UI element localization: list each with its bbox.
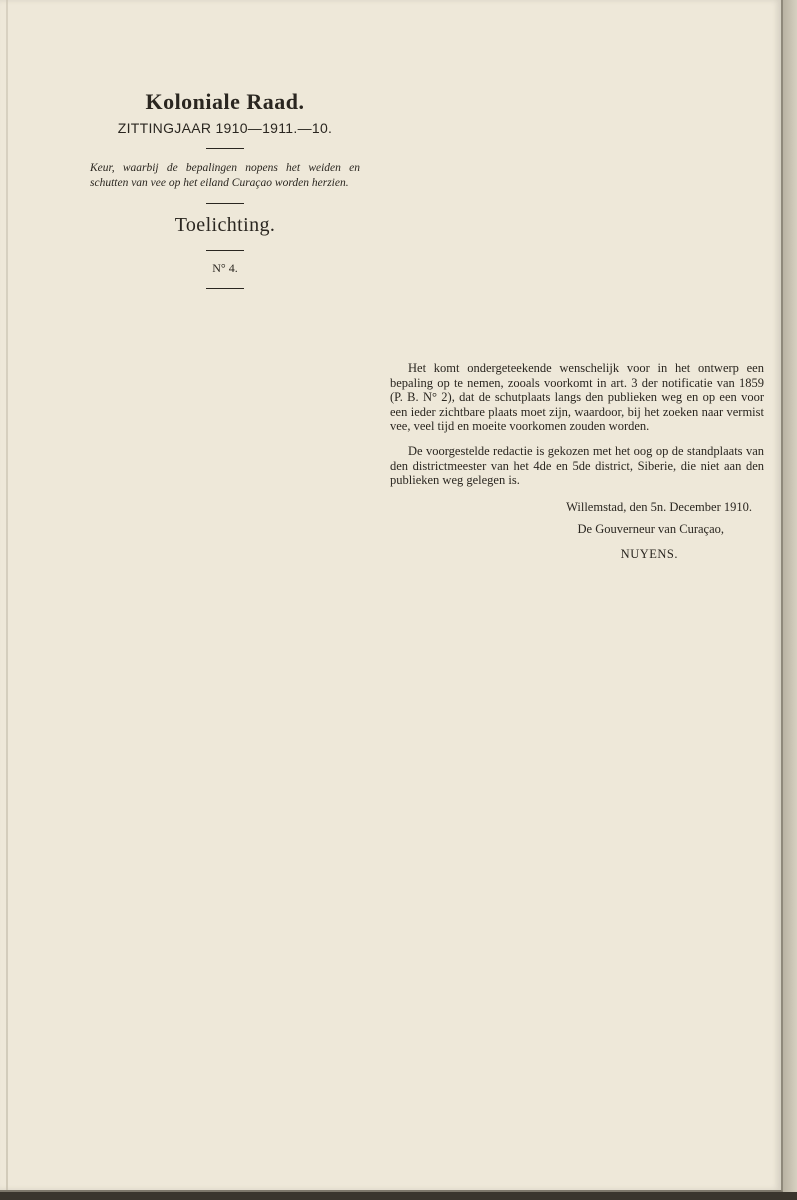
divider-1 (206, 148, 244, 149)
session-line: ZITTINGJAAR 1910—1911.—10. (117, 120, 333, 136)
document-header (80, 88, 370, 289)
document-number: N° 4. (212, 261, 238, 275)
explanation-body (390, 361, 764, 562)
subject-text: Keur, waarbij de bepalingen nopens het weiden en schutten van vee op het eiland Curaçao worden herzien. (90, 162, 360, 189)
section-title: Toelichting. (174, 214, 276, 236)
scan-bottom-edge (0, 1192, 797, 1200)
divider-2 (206, 203, 244, 204)
signatory-name: NUYENS. (620, 546, 678, 561)
paragraph-1: Het komt ondergeteekende wenschelijk voor in het ontwerp een bepaling op te nemen, zooals voorkomt in art. 3 der notificatie van 1859 (P. B. N° 2), dat de schutplaats langs den publieken weg en op een voor een ieder zichtbare plaats moet zijn, waardoor, bij het zoeken naar vermist vee, veel tijd en moeite voorkomen zouden worden. (390, 361, 764, 434)
divider-3 (206, 250, 244, 251)
date-line: Willemstad, den 5n. December 1910. (566, 499, 752, 514)
page-edge (783, 0, 797, 1192)
council-title: Koloniale Raad. (145, 89, 305, 114)
signatory-title: De Gouverneur van Curaçao, (577, 522, 724, 537)
paragraph-2: De voorgestelde redactie is gekozen met het oog op de standplaats van den districtmeester van het 4de en 5de district, Siberie, die niet aan den publieken weg gelegen is. (390, 443, 764, 488)
divider-4 (206, 288, 244, 289)
